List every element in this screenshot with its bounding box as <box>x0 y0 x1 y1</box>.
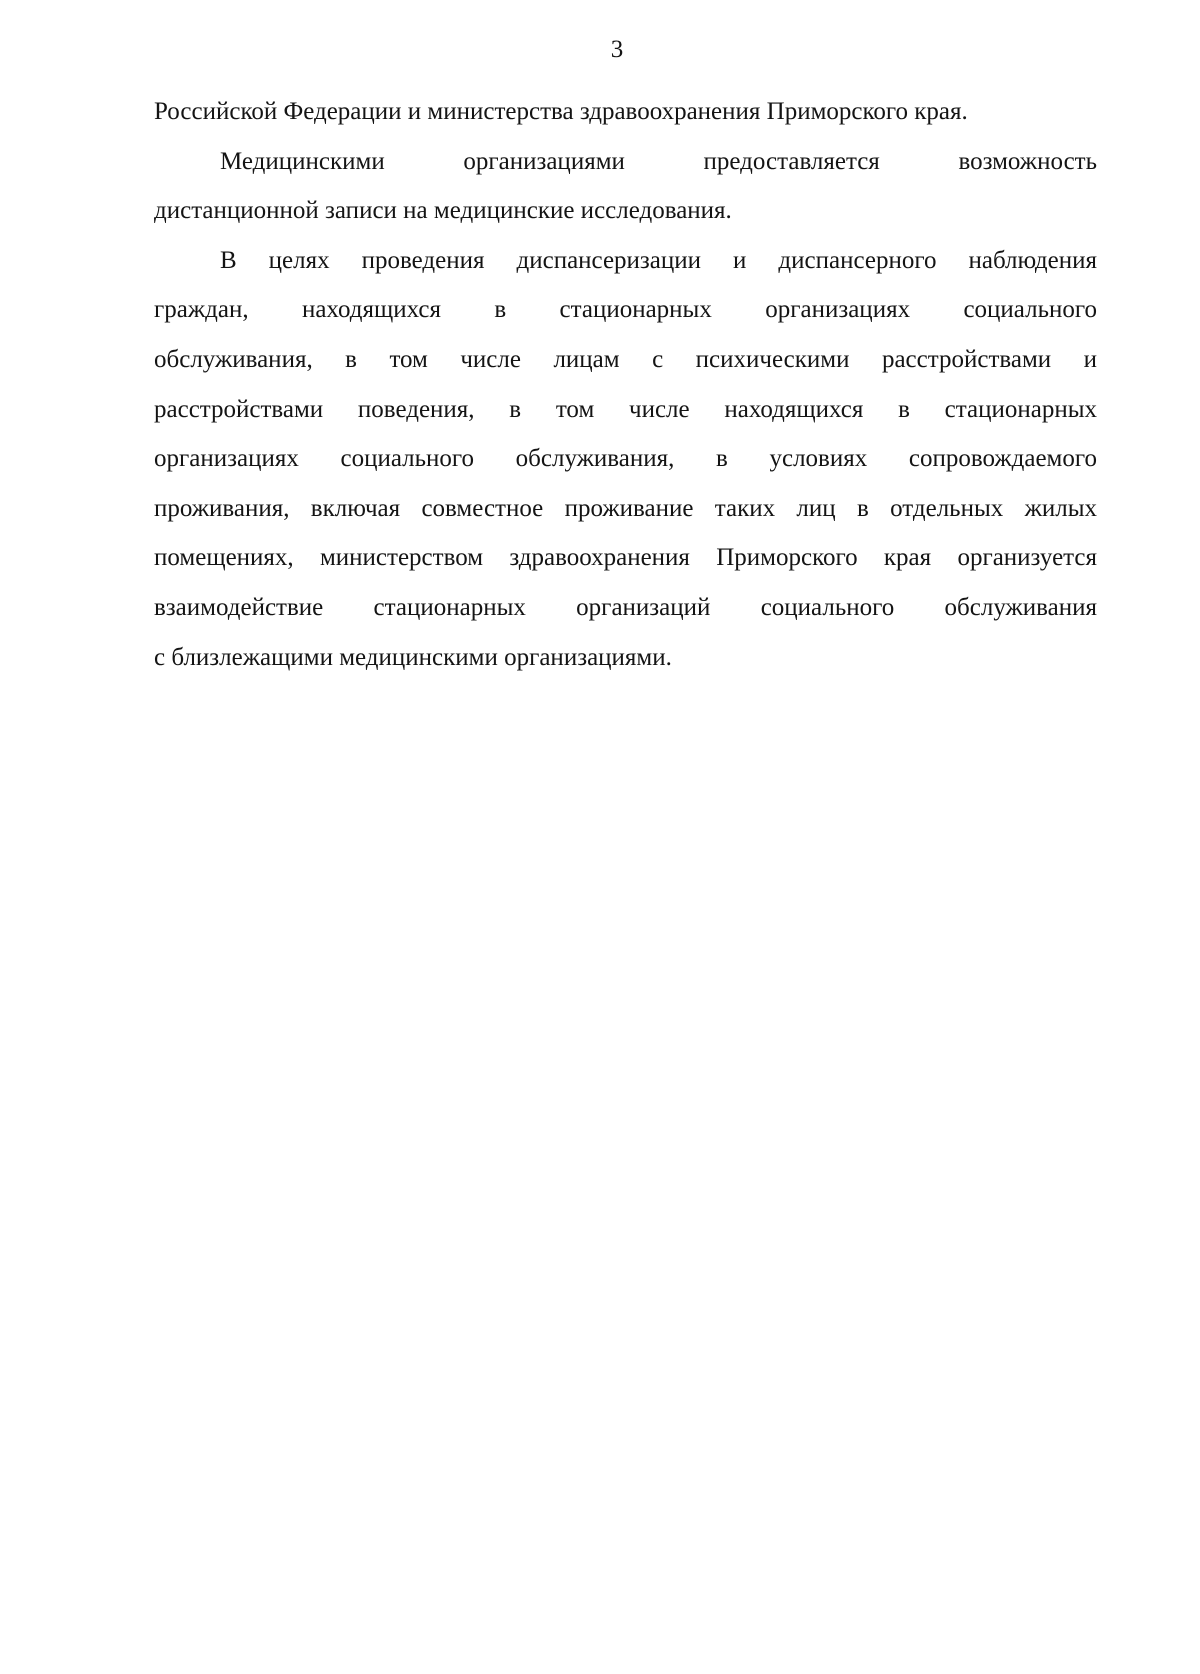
paragraph-3 <box>154 236 1097 682</box>
text-line: граждан, находящихся в стационарных организациях социального <box>154 296 1097 324</box>
page-number: 3 <box>610 36 624 63</box>
text-line: расстройствами поведения, в том числе находящихся в стационарных <box>154 395 1097 423</box>
paragraph-2 <box>154 137 1097 236</box>
paragraph-1 <box>154 87 1097 137</box>
text-line: Российской Федерации и министерства здравоохранения Приморского края. <box>154 98 968 125</box>
text-line: проживания, включая совместное проживание таких лиц в отдельных жилых <box>154 494 1097 522</box>
document-body <box>154 87 1097 682</box>
text-line: с близлежащими медицинскими организациями. <box>154 643 672 671</box>
text-line: В целях проведения диспансеризации и диспансерного наблюдения <box>220 246 1097 274</box>
text-line: дистанционной записи на медицинские исследования. <box>154 197 732 225</box>
text-line: организациях социального обслуживания, в условиях сопровождаемого <box>154 445 1097 473</box>
text-line: взаимодействие стационарных организаций социального обслуживания <box>154 593 1097 621</box>
text-line: Медицинскими организациями предоставляется возможность <box>220 147 1097 175</box>
text-line: обслуживания, в том числе лицам с психическими расстройствами и <box>154 345 1097 373</box>
text-line: помещениях, министерством здравоохранения Приморского края организуется <box>154 544 1097 572</box>
